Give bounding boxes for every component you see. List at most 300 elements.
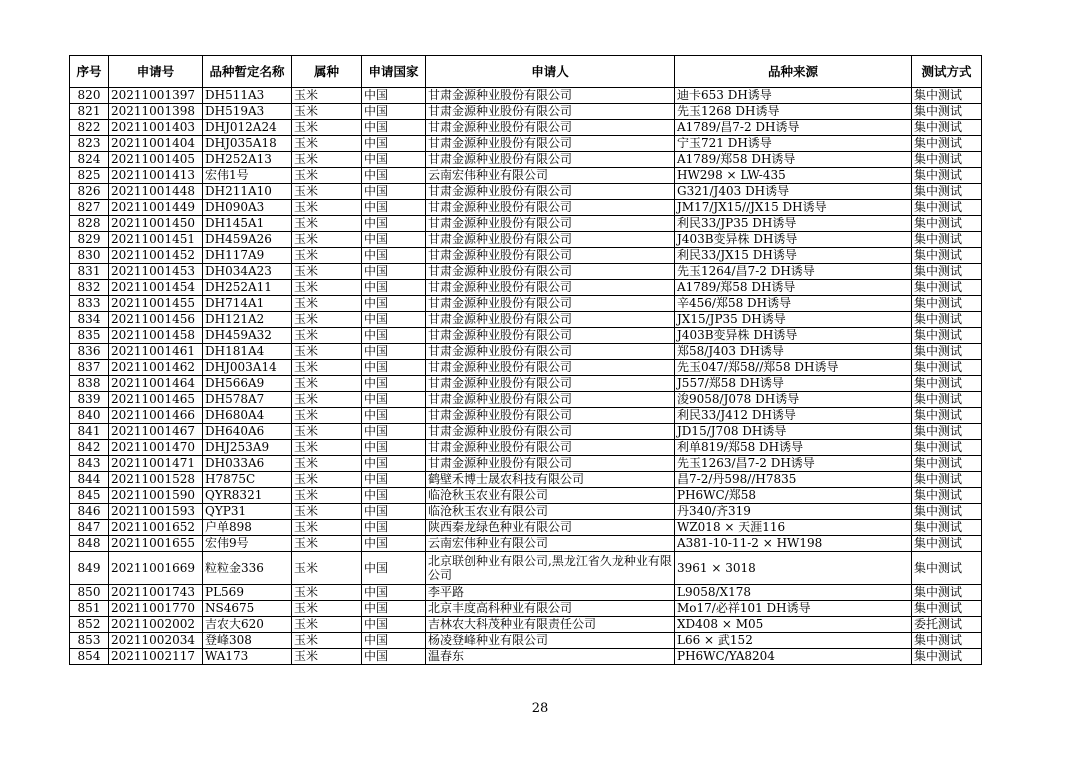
cell-application-no: 20211001397 (109, 88, 203, 104)
cell-applicant: 甘肃金源种业股份有限公司 (426, 408, 675, 424)
table-row (70, 376, 982, 392)
table-row (70, 312, 982, 328)
cell-genus: 玉米 (292, 585, 362, 601)
table-row (70, 248, 982, 264)
cell-applicant: 甘肃金源种业股份有限公司 (426, 376, 675, 392)
cell-genus: 玉米 (292, 488, 362, 504)
cell-variety-name: DH566A9 (203, 376, 292, 392)
cell-test-method: 集中测试 (912, 408, 982, 424)
cell-application-no: 20211001453 (109, 264, 203, 280)
cell-test-method: 集中测试 (912, 424, 982, 440)
cell-applicant: 甘肃金源种业股份有限公司 (426, 440, 675, 456)
cell-application-no: 20211001471 (109, 456, 203, 472)
cell-test-method: 集中测试 (912, 328, 982, 344)
cell-variety-source: 郑58/J403 DH诱导 (675, 344, 912, 360)
cell-country: 中国 (362, 264, 426, 280)
cell-application-no: 20211001455 (109, 296, 203, 312)
cell-variety-name: DH680A4 (203, 408, 292, 424)
cell-test-method: 集中测试 (912, 376, 982, 392)
table-row (70, 408, 982, 424)
header-country: 申请国家 (362, 56, 426, 88)
cell-country: 中国 (362, 392, 426, 408)
cell-applicant: 甘肃金源种业股份有限公司 (426, 216, 675, 232)
cell-variety-source: 宁玉721 DH诱导 (675, 136, 912, 152)
cell-applicant: 吉林农大科茂种业有限责任公司 (426, 617, 675, 633)
cell-genus: 玉米 (292, 264, 362, 280)
cell-index: 820 (70, 88, 109, 104)
cell-application-no: 20211001449 (109, 200, 203, 216)
cell-index: 824 (70, 152, 109, 168)
cell-index: 841 (70, 424, 109, 440)
cell-variety-name: H7875C (203, 472, 292, 488)
cell-variety-source: 先玉047/郑58//郑58 DH诱导 (675, 360, 912, 376)
cell-application-no: 20211001669 (109, 552, 203, 585)
cell-variety-name: DH145A1 (203, 216, 292, 232)
cell-index: 844 (70, 472, 109, 488)
cell-variety-source: 辛456/郑58 DH诱导 (675, 296, 912, 312)
cell-application-no: 20211001405 (109, 152, 203, 168)
cell-application-no: 20211002034 (109, 633, 203, 649)
cell-application-no: 20211001404 (109, 136, 203, 152)
cell-test-method: 集中测试 (912, 296, 982, 312)
cell-applicant: 李平路 (426, 585, 675, 601)
cell-genus: 玉米 (292, 456, 362, 472)
cell-application-no: 20211001464 (109, 376, 203, 392)
cell-country: 中国 (362, 504, 426, 520)
cell-genus: 玉米 (292, 392, 362, 408)
header-applicant: 申请人 (426, 56, 675, 88)
table-row (70, 344, 982, 360)
table-row (70, 104, 982, 120)
table-row (70, 200, 982, 216)
cell-test-method: 集中测试 (912, 312, 982, 328)
cell-test-method: 集中测试 (912, 585, 982, 601)
cell-index: 845 (70, 488, 109, 504)
cell-index: 829 (70, 232, 109, 248)
cell-applicant: 鹤壁禾博士晟农科技有限公司 (426, 472, 675, 488)
table-row (70, 136, 982, 152)
header-genus: 属种 (292, 56, 362, 88)
cell-variety-name: DH511A3 (203, 88, 292, 104)
cell-application-no: 20211001590 (109, 488, 203, 504)
table-row (70, 649, 982, 665)
cell-index: 834 (70, 312, 109, 328)
cell-variety-source: 利民33/J412 DH诱导 (675, 408, 912, 424)
cell-index: 839 (70, 392, 109, 408)
cell-application-no: 20211001450 (109, 216, 203, 232)
cell-applicant: 杨凌登峰种业有限公司 (426, 633, 675, 649)
cell-index: 842 (70, 440, 109, 456)
cell-genus: 玉米 (292, 104, 362, 120)
cell-index: 827 (70, 200, 109, 216)
cell-genus: 玉米 (292, 617, 362, 633)
cell-country: 中国 (362, 312, 426, 328)
table-row (70, 232, 982, 248)
cell-test-method: 集中测试 (912, 649, 982, 665)
cell-genus: 玉米 (292, 601, 362, 617)
cell-country: 中国 (362, 424, 426, 440)
cell-genus: 玉米 (292, 440, 362, 456)
cell-variety-name: 宏伟1号 (203, 168, 292, 184)
cell-country: 中国 (362, 216, 426, 232)
cell-variety-source: Mo17/必祥101 DH诱导 (675, 601, 912, 617)
cell-test-method: 集中测试 (912, 472, 982, 488)
cell-variety-source: HW298 × LW-435 (675, 168, 912, 184)
cell-genus: 玉米 (292, 376, 362, 392)
cell-variety-name: 户单898 (203, 520, 292, 536)
cell-country: 中国 (362, 552, 426, 585)
cell-index: 826 (70, 184, 109, 200)
table-row (70, 264, 982, 280)
table-row (70, 392, 982, 408)
cell-applicant: 甘肃金源种业股份有限公司 (426, 344, 675, 360)
cell-variety-name: DH211A10 (203, 184, 292, 200)
cell-variety-name: DH252A13 (203, 152, 292, 168)
table-row (70, 536, 982, 552)
cell-applicant: 甘肃金源种业股份有限公司 (426, 392, 675, 408)
cell-application-no: 20211001470 (109, 440, 203, 456)
cell-index: 853 (70, 633, 109, 649)
cell-index: 848 (70, 536, 109, 552)
cell-genus: 玉米 (292, 649, 362, 665)
header-variety-name: 品种暂定名称 (203, 56, 292, 88)
cell-genus: 玉米 (292, 552, 362, 585)
cell-genus: 玉米 (292, 200, 362, 216)
cell-applicant: 云南宏伟种业有限公司 (426, 536, 675, 552)
cell-applicant: 甘肃金源种业股份有限公司 (426, 232, 675, 248)
cell-applicant: 北京联创种业有限公司,黑龙江省久龙种业有限公司 (426, 552, 675, 585)
cell-index: 854 (70, 649, 109, 665)
cell-country: 中国 (362, 88, 426, 104)
cell-test-method: 集中测试 (912, 280, 982, 296)
cell-application-no: 20211001461 (109, 344, 203, 360)
cell-applicant: 甘肃金源种业股份有限公司 (426, 312, 675, 328)
variety-table (69, 55, 982, 665)
cell-variety-source: 先玉1268 DH诱导 (675, 104, 912, 120)
cell-genus: 玉米 (292, 520, 362, 536)
cell-variety-source: J403B变异株 DH诱导 (675, 232, 912, 248)
cell-genus: 玉米 (292, 472, 362, 488)
cell-country: 中国 (362, 296, 426, 312)
cell-variety-name: 粒粒金336 (203, 552, 292, 585)
cell-country: 中国 (362, 376, 426, 392)
cell-country: 中国 (362, 488, 426, 504)
cell-applicant: 甘肃金源种业股份有限公司 (426, 280, 675, 296)
cell-applicant: 云南宏伟种业有限公司 (426, 168, 675, 184)
cell-variety-source: G321/J403 DH诱导 (675, 184, 912, 200)
cell-application-no: 20211001466 (109, 408, 203, 424)
cell-genus: 玉米 (292, 120, 362, 136)
table-row (70, 216, 982, 232)
cell-country: 中国 (362, 200, 426, 216)
cell-country: 中国 (362, 344, 426, 360)
cell-index: 840 (70, 408, 109, 424)
cell-country: 中国 (362, 633, 426, 649)
table-row (70, 488, 982, 504)
cell-test-method: 集中测试 (912, 200, 982, 216)
header-index: 序号 (70, 56, 109, 88)
table-row (70, 633, 982, 649)
table-row (70, 120, 982, 136)
cell-applicant: 甘肃金源种业股份有限公司 (426, 184, 675, 200)
cell-test-method: 集中测试 (912, 392, 982, 408)
cell-variety-name: DH714A1 (203, 296, 292, 312)
cell-variety-source: 先玉1264/昌7-2 DH诱导 (675, 264, 912, 280)
cell-genus: 玉米 (292, 504, 362, 520)
cell-variety-name: DH117A9 (203, 248, 292, 264)
cell-genus: 玉米 (292, 328, 362, 344)
cell-index: 831 (70, 264, 109, 280)
cell-applicant: 甘肃金源种业股份有限公司 (426, 328, 675, 344)
cell-application-no: 20211001398 (109, 104, 203, 120)
cell-country: 中国 (362, 104, 426, 120)
header-variety-source: 品种来源 (675, 56, 912, 88)
cell-test-method: 集中测试 (912, 264, 982, 280)
cell-variety-source: 3961 × 3018 (675, 552, 912, 585)
cell-variety-name: QYP31 (203, 504, 292, 520)
cell-application-no: 20211001743 (109, 585, 203, 601)
header-application-no: 申请号 (109, 56, 203, 88)
cell-application-no: 20211001413 (109, 168, 203, 184)
cell-variety-source: PH6WC/YA8204 (675, 649, 912, 665)
table-row (70, 328, 982, 344)
cell-application-no: 20211001467 (109, 424, 203, 440)
cell-variety-source: 利民33/JP35 DH诱导 (675, 216, 912, 232)
cell-country: 中国 (362, 585, 426, 601)
cell-genus: 玉米 (292, 152, 362, 168)
cell-genus: 玉米 (292, 88, 362, 104)
cell-variety-source: PH6WC/郑58 (675, 488, 912, 504)
cell-variety-name: DH252A11 (203, 280, 292, 296)
cell-country: 中国 (362, 408, 426, 424)
cell-country: 中国 (362, 152, 426, 168)
cell-test-method: 集中测试 (912, 344, 982, 360)
header-test-method: 测试方式 (912, 56, 982, 88)
table-row (70, 552, 982, 585)
cell-genus: 玉米 (292, 424, 362, 440)
cell-application-no: 20211001452 (109, 248, 203, 264)
cell-country: 中国 (362, 120, 426, 136)
cell-index: 828 (70, 216, 109, 232)
cell-test-method: 集中测试 (912, 104, 982, 120)
cell-test-method: 集中测试 (912, 136, 982, 152)
cell-application-no: 20211001454 (109, 280, 203, 296)
cell-variety-name: DH578A7 (203, 392, 292, 408)
cell-variety-source: J557/郑58 DH诱导 (675, 376, 912, 392)
cell-variety-source: A1789/昌7-2 DH诱导 (675, 120, 912, 136)
cell-variety-name: 宏伟9号 (203, 536, 292, 552)
cell-applicant: 甘肃金源种业股份有限公司 (426, 120, 675, 136)
cell-index: 851 (70, 601, 109, 617)
cell-variety-name: DHJ035A18 (203, 136, 292, 152)
table-row (70, 184, 982, 200)
cell-variety-name: DH459A26 (203, 232, 292, 248)
cell-variety-source: JX15/JP35 DH诱导 (675, 312, 912, 328)
cell-variety-name: DHJ003A14 (203, 360, 292, 376)
cell-variety-name: DH519A3 (203, 104, 292, 120)
table-row (70, 152, 982, 168)
cell-application-no: 20211001770 (109, 601, 203, 617)
cell-variety-name: QYR8321 (203, 488, 292, 504)
cell-variety-source: L9058/X178 (675, 585, 912, 601)
table-row (70, 504, 982, 520)
cell-test-method: 集中测试 (912, 440, 982, 456)
cell-variety-name: 登峰308 (203, 633, 292, 649)
cell-country: 中国 (362, 280, 426, 296)
cell-genus: 玉米 (292, 536, 362, 552)
cell-country: 中国 (362, 136, 426, 152)
header-row (70, 56, 982, 88)
cell-test-method: 集中测试 (912, 248, 982, 264)
table-row (70, 456, 982, 472)
cell-index: 823 (70, 136, 109, 152)
cell-application-no: 20211001652 (109, 520, 203, 536)
cell-country: 中国 (362, 360, 426, 376)
cell-variety-source: A1789/郑58 DH诱导 (675, 152, 912, 168)
cell-variety-source: J403B变异株 DH诱导 (675, 328, 912, 344)
table-row (70, 360, 982, 376)
cell-country: 中国 (362, 232, 426, 248)
cell-applicant: 温春东 (426, 649, 675, 665)
cell-applicant: 甘肃金源种业股份有限公司 (426, 264, 675, 280)
cell-test-method: 集中测试 (912, 552, 982, 585)
cell-country: 中国 (362, 184, 426, 200)
cell-index: 836 (70, 344, 109, 360)
cell-country: 中国 (362, 649, 426, 665)
cell-applicant: 甘肃金源种业股份有限公司 (426, 424, 675, 440)
cell-index: 822 (70, 120, 109, 136)
cell-applicant: 甘肃金源种业股份有限公司 (426, 360, 675, 376)
table-row (70, 88, 982, 104)
cell-genus: 玉米 (292, 296, 362, 312)
cell-variety-source: JD15/J708 DH诱导 (675, 424, 912, 440)
cell-test-method: 集中测试 (912, 504, 982, 520)
cell-genus: 玉米 (292, 136, 362, 152)
cell-variety-source: 利民33/JX15 DH诱导 (675, 248, 912, 264)
cell-applicant: 甘肃金源种业股份有限公司 (426, 104, 675, 120)
cell-variety-source: 昌7-2/丹598//H7835 (675, 472, 912, 488)
cell-applicant: 甘肃金源种业股份有限公司 (426, 88, 675, 104)
cell-test-method: 集中测试 (912, 152, 982, 168)
cell-country: 中国 (362, 472, 426, 488)
cell-test-method: 集中测试 (912, 488, 982, 504)
cell-genus: 玉米 (292, 280, 362, 296)
cell-applicant: 甘肃金源种业股份有限公司 (426, 248, 675, 264)
cell-applicant: 甘肃金源种业股份有限公司 (426, 456, 675, 472)
cell-applicant: 甘肃金源种业股份有限公司 (426, 296, 675, 312)
cell-test-method: 集中测试 (912, 536, 982, 552)
cell-index: 846 (70, 504, 109, 520)
cell-application-no: 20211001456 (109, 312, 203, 328)
cell-variety-source: JM17/JX15//JX15 DH诱导 (675, 200, 912, 216)
cell-variety-name: DH459A32 (203, 328, 292, 344)
cell-country: 中国 (362, 328, 426, 344)
cell-index: 832 (70, 280, 109, 296)
cell-variety-source: 先玉1263/昌7-2 DH诱导 (675, 456, 912, 472)
cell-application-no: 20211001465 (109, 392, 203, 408)
cell-country: 中国 (362, 520, 426, 536)
table-row (70, 585, 982, 601)
cell-index: 847 (70, 520, 109, 536)
cell-application-no: 20211002002 (109, 617, 203, 633)
table-row (70, 168, 982, 184)
cell-application-no: 20211001462 (109, 360, 203, 376)
cell-variety-source: 浚9058/J078 DH诱导 (675, 392, 912, 408)
cell-variety-source: A1789/郑58 DH诱导 (675, 280, 912, 296)
cell-variety-name: PL569 (203, 585, 292, 601)
page-number: 28 (531, 701, 549, 716)
cell-country: 中国 (362, 601, 426, 617)
cell-application-no: 20211001593 (109, 504, 203, 520)
cell-applicant: 甘肃金源种业股份有限公司 (426, 152, 675, 168)
cell-variety-name: NS4675 (203, 601, 292, 617)
cell-country: 中国 (362, 168, 426, 184)
cell-variety-name: DH034A23 (203, 264, 292, 280)
cell-index: 833 (70, 296, 109, 312)
cell-application-no: 20211001528 (109, 472, 203, 488)
cell-applicant: 陕西秦龙绿色种业有限公司 (426, 520, 675, 536)
cell-applicant: 临沧秋玉农业有限公司 (426, 488, 675, 504)
cell-index: 830 (70, 248, 109, 264)
cell-index: 838 (70, 376, 109, 392)
cell-genus: 玉米 (292, 168, 362, 184)
cell-index: 837 (70, 360, 109, 376)
cell-country: 中国 (362, 456, 426, 472)
cell-country: 中国 (362, 440, 426, 456)
cell-variety-name: WA173 (203, 649, 292, 665)
cell-country: 中国 (362, 617, 426, 633)
cell-variety-source: L66 × 武152 (675, 633, 912, 649)
cell-test-method: 集中测试 (912, 520, 982, 536)
cell-variety-source: WZ018 × 天涯116 (675, 520, 912, 536)
cell-genus: 玉米 (292, 184, 362, 200)
cell-genus: 玉米 (292, 216, 362, 232)
table-row (70, 296, 982, 312)
table-row (70, 424, 982, 440)
cell-test-method: 集中测试 (912, 456, 982, 472)
cell-index: 825 (70, 168, 109, 184)
cell-index: 843 (70, 456, 109, 472)
cell-genus: 玉米 (292, 344, 362, 360)
cell-test-method: 集中测试 (912, 633, 982, 649)
cell-test-method: 集中测试 (912, 232, 982, 248)
table-row (70, 280, 982, 296)
cell-genus: 玉米 (292, 248, 362, 264)
table-row (70, 520, 982, 536)
cell-variety-source: 利单819/郑58 DH诱导 (675, 440, 912, 456)
cell-applicant: 甘肃金源种业股份有限公司 (426, 136, 675, 152)
cell-variety-name: DH090A3 (203, 200, 292, 216)
cell-test-method: 集中测试 (912, 601, 982, 617)
cell-country: 中国 (362, 536, 426, 552)
cell-country: 中国 (362, 248, 426, 264)
cell-index: 821 (70, 104, 109, 120)
cell-variety-source: A381-10-11-2 × HW198 (675, 536, 912, 552)
cell-applicant: 临沧秋玉农业有限公司 (426, 504, 675, 520)
cell-application-no: 20211001655 (109, 536, 203, 552)
cell-test-method: 集中测试 (912, 120, 982, 136)
table-body (70, 88, 982, 665)
cell-variety-source: 迪卡653 DH诱导 (675, 88, 912, 104)
cell-index: 850 (70, 585, 109, 601)
cell-variety-source: XD408 × M05 (675, 617, 912, 633)
cell-variety-name: DH033A6 (203, 456, 292, 472)
cell-test-method: 集中测试 (912, 184, 982, 200)
cell-genus: 玉米 (292, 408, 362, 424)
table-row (70, 601, 982, 617)
cell-genus: 玉米 (292, 312, 362, 328)
table-row (70, 617, 982, 633)
